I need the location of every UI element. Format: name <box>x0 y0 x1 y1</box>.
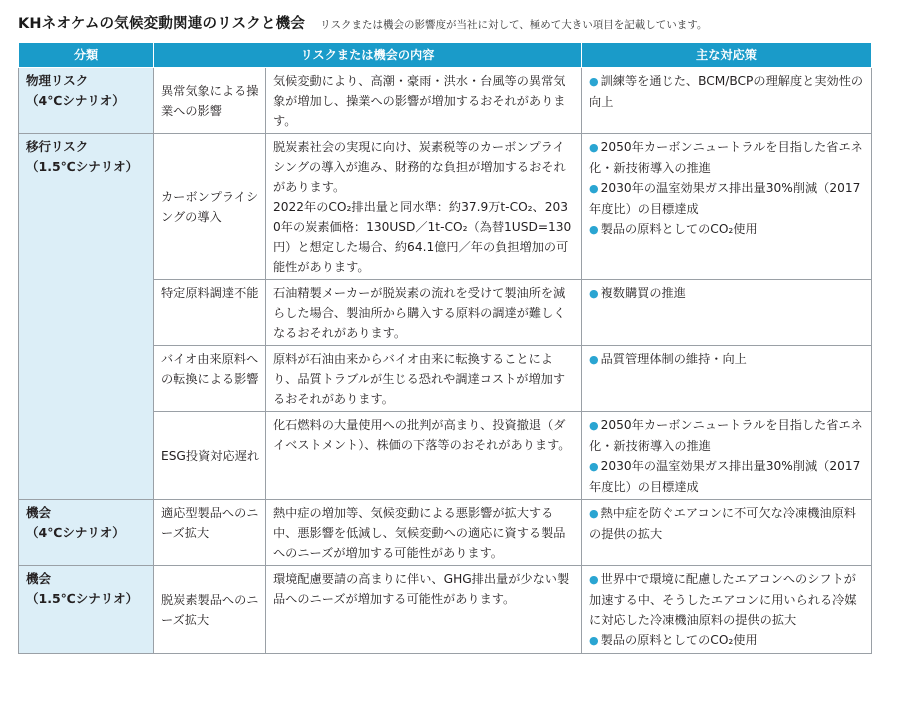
item-cell: ESG投資対応遅れ <box>154 412 266 500</box>
category-scenario: （4℃シナリオ） <box>26 93 125 108</box>
measure-item: ● 製品の原料としてのCO₂使用 <box>589 222 758 236</box>
category-scenario: （1.5℃シナリオ） <box>26 591 139 606</box>
measures-cell <box>582 412 872 500</box>
bullet-icon: ● <box>589 75 599 88</box>
measures-cell <box>582 134 872 280</box>
measures-cell <box>582 280 872 346</box>
category-name: 機会 <box>26 505 52 520</box>
bullet-icon: ● <box>589 182 599 195</box>
column-header-category: 分類 <box>19 43 154 68</box>
measures-cell <box>582 68 872 134</box>
page-title: KHネオケムの気候変動関連のリスクと機会 <box>18 16 306 32</box>
measures-cell <box>582 566 872 654</box>
bullet-icon: ● <box>589 634 599 647</box>
item-cell: 適応型製品へのニーズ拡大 <box>154 500 266 566</box>
bullet-icon: ● <box>589 460 599 473</box>
content-cell <box>266 134 582 280</box>
measure-item: ● 複数購買の推進 <box>589 286 686 300</box>
category-name: 機会 <box>26 571 52 586</box>
measures-cell <box>582 500 872 566</box>
table-header-row <box>19 43 872 68</box>
category-opportunity-1-5c <box>19 566 154 654</box>
column-header-content: リスクまたは機会の内容 <box>154 43 582 68</box>
measure-item: ● 2050年カーボンニュートラルを目指した省エネ化・新技術導入の推進 <box>589 418 863 453</box>
category-scenario: （4℃シナリオ） <box>26 525 125 540</box>
measure-item: ● 2030年の温室効果ガス排出量30%削減（2017年度比）の目標達成 <box>589 459 861 494</box>
content-cell: 気候変動により、高潮・豪雨・洪水・台風等の異常気象が増加し、操業への影響が増加するおそれがあります。 <box>266 68 582 134</box>
table-row <box>19 500 872 566</box>
content-paragraph: 脱炭素社会の実現に向け、炭素税等のカーボンプライシングの導入が進み、財務的な負担が増加するおそれがあります。 <box>273 140 566 194</box>
bullet-icon: ● <box>589 353 599 366</box>
bullet-icon: ● <box>589 287 599 300</box>
bullet-icon: ● <box>589 419 599 432</box>
table-row <box>19 134 872 280</box>
measure-item: ● 品質管理体制の維持・向上 <box>589 352 747 366</box>
table-row <box>19 68 872 134</box>
measure-item: ● 熱中症を防ぐエアコンに不可欠な冷凍機油原料の提供の拡大 <box>589 506 856 541</box>
item-cell: 脱炭素製品へのニーズ拡大 <box>154 566 266 654</box>
item-cell: カーボンプライシングの導入 <box>154 134 266 280</box>
content-cell: 原料が石油由来からバイオ由来に転換することにより、品質トラブルが生じる恐れや調達コストが増加するおそれがあります。 <box>266 346 582 412</box>
page-subtitle: リスクまたは機会の影響度が当社に対して、極めて大きい項目を記載しています。 <box>320 19 708 31</box>
bullet-icon: ● <box>589 573 599 586</box>
category-physical-risk <box>19 68 154 134</box>
category-name: 移行リスク <box>26 139 89 154</box>
content-cell: 石油精製メーカーが脱炭素の流れを受けて製油所を減らした場合、製油所から購入する原料の調達が難しくなるおそれがあります。 <box>266 280 582 346</box>
measures-cell <box>582 346 872 412</box>
category-opportunity-4c <box>19 500 154 566</box>
measure-item: ● 2030年の温室効果ガス排出量30%削減（2017年度比）の目標達成 <box>589 181 861 216</box>
content-cell: 化石燃料の大量使用への批判が高まり、投資撤退（ダイベストメント）、株価の下落等のおそれがあります。 <box>266 412 582 500</box>
item-cell: バイオ由来原料への転換による影響 <box>154 346 266 412</box>
measure-item: ● 製品の原料としてのCO₂使用 <box>589 633 758 647</box>
bullet-icon: ● <box>589 223 599 236</box>
table-row <box>19 566 872 654</box>
measure-item: ● 世界中で環境に配慮したエアコンへのシフトが加速する中、そうしたエアコンに用いられる冷媒に対応した冷凍機油原料の提供の拡大 <box>589 572 857 627</box>
item-cell: 異常気象による操業への影響 <box>154 68 266 134</box>
category-scenario: （1.5℃シナリオ） <box>26 159 139 174</box>
column-header-measures: 主な対応策 <box>582 43 872 68</box>
risk-opportunity-table <box>18 42 872 654</box>
measure-item: ● 訓練等を通じた、BCM/BCPの理解度と実効性の向上 <box>589 74 864 109</box>
measure-item: ● 2050年カーボンニュートラルを目指した省エネ化・新技術導入の推進 <box>589 140 863 175</box>
bullet-icon: ● <box>589 507 599 520</box>
category-name: 物理リスク <box>26 73 89 88</box>
bullet-icon: ● <box>589 141 599 154</box>
content-cell: 熱中症の増加等、気候変動による悪影響が拡大する中、悪影響を低減し、気候変動への適応に資する製品へのニーズが増加する可能性があります。 <box>266 500 582 566</box>
content-cell: 環境配慮要請の高まりに伴い、GHG排出量が少ない製品へのニーズが増加する可能性があります。 <box>266 566 582 654</box>
category-transition-risk <box>19 134 154 500</box>
item-cell: 特定原料調達不能 <box>154 280 266 346</box>
content-paragraph: 2022年のCO₂排出量と同水準：約37.9万t-CO₂、2030年の炭素価格：130USD／1t-CO₂（為替1USD=130円）と想定した場合、約64.1億円／年の負担増加の可能性があります。 <box>273 200 572 274</box>
header <box>18 12 884 38</box>
